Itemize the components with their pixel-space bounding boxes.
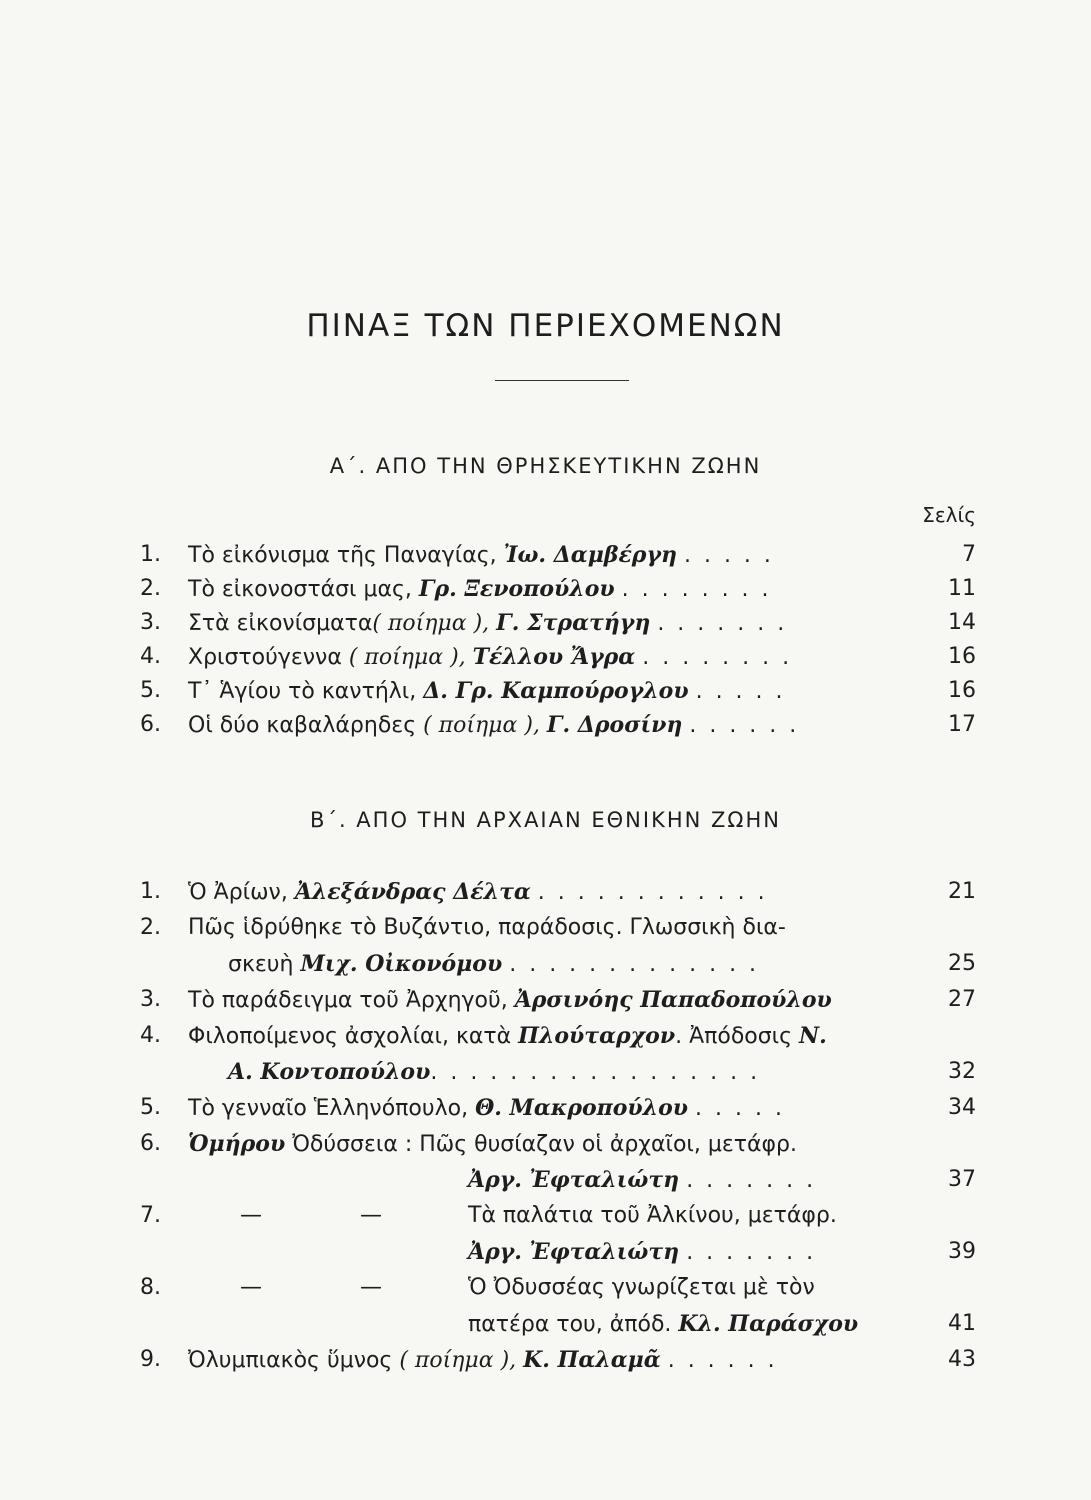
ditto-dash: — [240, 1275, 262, 1300]
toc-entry-continued[interactable] [140, 1235, 976, 1269]
entry-note: ( ποίημα ), [348, 645, 473, 670]
title-divider [495, 380, 629, 381]
entry-author: Πλούταρχον [518, 1023, 676, 1049]
entry-title: Πῶς ἱδρύθηκε τὸ Βυζάντιο, παράδοσις. Γλωσσικὴ δια- [188, 915, 786, 940]
entry-title: Φιλοποίμενος ἀσχολίαι, κατὰ [188, 1024, 519, 1049]
entry-number: 6. [140, 1131, 161, 1156]
leader-dots: . . . . . [683, 543, 774, 568]
entry-title-part: . Ἀπόδοσις [675, 1024, 800, 1049]
entry-page: 16 [948, 644, 976, 669]
entry-number: 1. [140, 542, 161, 567]
entry-author-initial: Ν. [799, 1023, 827, 1049]
entry-number: 3. [140, 610, 161, 635]
ditto-dash: — [240, 1203, 262, 1228]
entry-author: Γ. Δροσίνη [546, 712, 683, 738]
entry-title: Τὰ παλάτια τοῦ Ἀλκίνου, μετάφρ. [468, 1203, 837, 1228]
entry-page: 39 [948, 1239, 976, 1264]
leader-dots: . . . . . [695, 1096, 785, 1121]
entry-author: Γρ. Ξενοπούλου [418, 576, 615, 602]
entry-author: Α. Κοντοπούλου [228, 1059, 431, 1085]
entry-note: ( ποίημα ), [399, 1348, 524, 1373]
toc-entry[interactable] [140, 708, 976, 742]
entry-page: 21 [948, 879, 976, 904]
entry-author: Δ. Γρ. Καμπούρογλου [423, 678, 689, 704]
toc-entry[interactable] [140, 538, 976, 572]
entry-number: 5. [140, 678, 161, 703]
entry-number: 6. [140, 712, 161, 737]
toc-entry-continued[interactable] [140, 947, 976, 981]
entry-title: Στὰ εἰκονίσματα [188, 611, 373, 636]
toc-entry-continued[interactable] [140, 1163, 976, 1197]
entry-page: 16 [948, 678, 976, 703]
toc-entry[interactable] [140, 1199, 976, 1233]
entry-number: 3. [140, 987, 161, 1012]
toc-entry[interactable] [140, 1019, 976, 1053]
entry-author: Κ. Παλαμᾶ [523, 1347, 661, 1373]
entry-page: 7 [962, 542, 976, 567]
toc-entry[interactable] [140, 911, 976, 945]
entry-author: Ἰω. Δαμβέργη [503, 542, 677, 568]
pages-column-label: Σελίς [922, 503, 976, 527]
entry-page: 14 [948, 610, 976, 635]
entry-author: Ἀργ. Ἐφταλιώτη [468, 1239, 680, 1265]
leader-dots: . . . . . . . . . . . . . . . . . [430, 1060, 761, 1085]
entry-author: Ἀρσινόης Παπαδοπούλου [514, 987, 832, 1013]
leader-dots: . . . . . . . [686, 1240, 817, 1265]
toc-entry-continued[interactable] [140, 1055, 976, 1089]
entry-number: 4. [140, 1023, 161, 1048]
entry-author: Ἀργ. Ἐφταλιώτη [468, 1167, 680, 1193]
section-b-heading: Β΄. ΑΠΟ ΤΗΝ ΑΡΧΑΙΑΝ ΕΘΝΙΚΗΝ ΖΩΗΝ [310, 808, 781, 832]
entry-number: 2. [140, 576, 161, 601]
toc-entry[interactable] [140, 606, 976, 640]
entry-author: Θ. Μακροπούλου [475, 1095, 689, 1121]
toc-entry[interactable] [140, 983, 976, 1017]
entry-author: Ἀλεξάνδρας Δέλτα [294, 879, 531, 905]
entry-page: 25 [948, 951, 976, 976]
entry-note: ( ποίημα ), [372, 611, 497, 636]
toc-entry[interactable] [140, 1127, 976, 1161]
entry-author: Γ. Στρατήγη [496, 610, 651, 636]
leader-dots: . . . . . . [667, 1348, 778, 1373]
toc-entry[interactable] [140, 1091, 976, 1125]
entry-title: Τὸ γενναῖο Ἑλληνόπουλο, [188, 1096, 476, 1121]
leader-dots: . . . . . . [689, 713, 800, 738]
ditto-dash: — [360, 1275, 382, 1300]
entry-page: 17 [948, 712, 976, 737]
leader-dots: . . . . . . . . [621, 577, 772, 602]
entry-number: 9. [140, 1347, 161, 1372]
entry-page: 32 [948, 1059, 976, 1084]
entry-title: Ὁ Ὀδυσσέας γνωρίζεται μὲ τὸν [468, 1275, 815, 1300]
entry-title: Τὸ παράδειγμα τοῦ Ἀρχηγοῦ, [188, 988, 515, 1013]
entry-note: ( ποίημα ), [423, 713, 547, 738]
entry-number: 2. [140, 915, 161, 940]
entry-number: 7. [140, 1203, 161, 1228]
entry-title: Ὀδύσσεια : Πῶς θυσίαζαν οἱ ἀρχαῖοι, μετάφρ. [285, 1132, 797, 1157]
entry-page: 41 [948, 1311, 976, 1336]
leader-dots: . . . . . . . . . . . . [537, 880, 768, 905]
entry-page: 27 [948, 987, 976, 1012]
leader-dots: . . . . . . . . [642, 645, 793, 670]
entry-title-continued: σκευὴ [228, 952, 301, 977]
toc-entry-continued[interactable] [140, 1307, 976, 1341]
entry-title: Τὸ εἰκόνισμα τῆς Παναγίας, [188, 543, 504, 568]
toc-entry[interactable] [140, 1343, 976, 1377]
entry-number: 5. [140, 1095, 161, 1120]
toc-entry[interactable] [140, 674, 976, 708]
toc-entry[interactable] [140, 572, 976, 606]
entry-title: Οἱ δύο καβαλάρηδες [188, 713, 424, 738]
section-a-heading: Α΄. ΑΠΟ ΤΗΝ ΘΡΗΣΚΕΥΤΙΚΗΝ ΖΩΗΝ [329, 454, 762, 478]
entry-page: 11 [948, 576, 976, 601]
entry-title: Τὸ εἰκονοστάσι μας, [188, 577, 419, 602]
entry-title: Χριστούγεννα [188, 645, 349, 670]
entry-page: 34 [948, 1095, 976, 1120]
toc-entry[interactable] [140, 1271, 976, 1305]
entry-number: 1. [140, 879, 161, 904]
entry-number: 8. [140, 1275, 161, 1300]
leader-dots: . . . . . . . [657, 611, 788, 636]
entry-title: Ὀλυμπιακὸς ὕμνος [188, 1348, 400, 1373]
entry-title-continued: πατέρα του, ἀπόδ. [468, 1312, 679, 1337]
page-title: ΠΙΝΑΞ ΤΩΝ ΠΕΡΙΕΧΟΜΕΝΩΝ [306, 308, 785, 344]
entry-title: Ὁ Ἀρίων, [188, 880, 295, 905]
leader-dots: . . . . . . . . . . . . . [509, 952, 760, 977]
entry-source: Ὁμήρου [188, 1131, 286, 1157]
toc-entry[interactable] [140, 875, 976, 909]
ditto-dash: — [360, 1203, 382, 1228]
entry-page: 37 [948, 1167, 976, 1192]
entry-author: Μιχ. Οἰκονόμου [300, 951, 503, 977]
leader-dots: . . . . . . . [686, 1168, 817, 1193]
entry-number: 4. [140, 644, 161, 669]
entry-author: Κλ. Παράσχου [678, 1311, 859, 1337]
toc-entry[interactable] [140, 640, 976, 674]
entry-author: Τέλλου Ἄγρα [472, 644, 636, 670]
entry-title: Τ᾽ Ἁγίου τὸ καντήλι, [188, 679, 424, 704]
entry-page: 43 [948, 1347, 976, 1372]
leader-dots: . . . . . [695, 679, 786, 704]
